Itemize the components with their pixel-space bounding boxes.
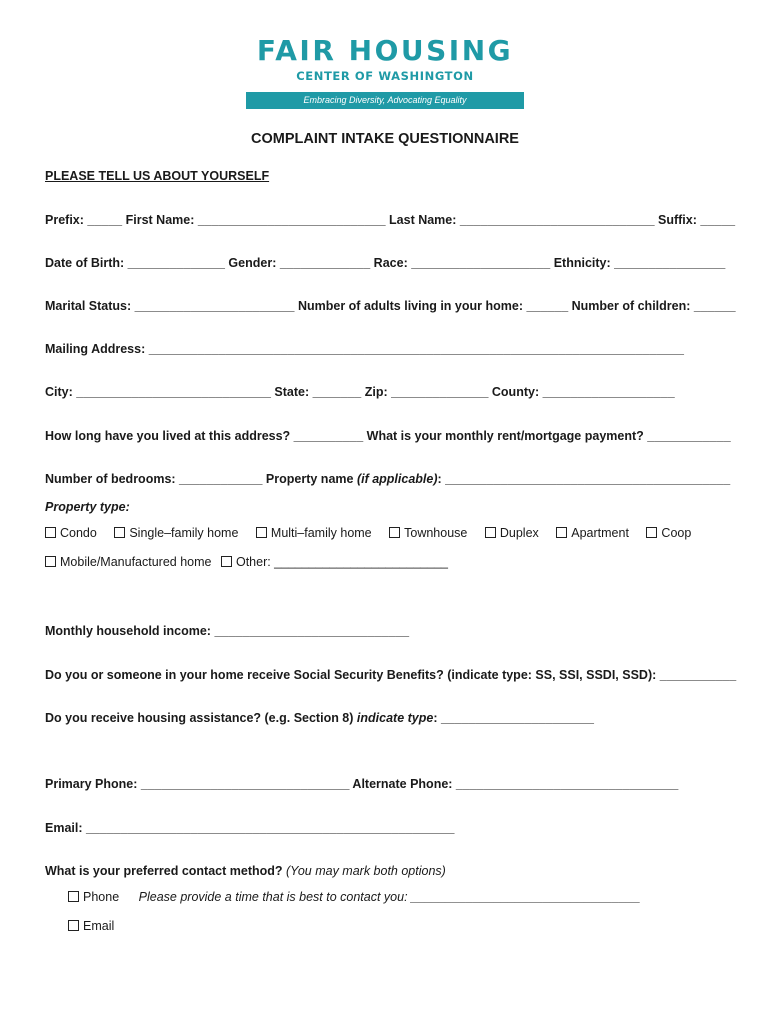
bedrooms-label: Number of bedrooms: ____________ Property name xyxy=(45,472,357,486)
option-multi-family[interactable]: Multi–family home xyxy=(256,525,372,541)
phone-fields-line[interactable]: Primary Phone: ______________________________ Alternate Phone: ________________________________ xyxy=(45,777,679,791)
form-title: COMPLAINT INTAKE QUESTIONNAIRE xyxy=(251,131,519,147)
checkbox-icon[interactable] xyxy=(389,527,400,538)
income-field[interactable]: Monthly household income: ____________________________ xyxy=(45,624,410,638)
option-coop[interactable]: Coop xyxy=(646,525,691,541)
option-townhouse[interactable]: Townhouse xyxy=(389,525,467,541)
housing-assistance-field[interactable]: Do you receive housing assistance? (e.g. Section 8) indicate type: ______________________ xyxy=(45,711,594,725)
checkbox-icon[interactable] xyxy=(256,527,267,538)
mailing-address-field[interactable]: Mailing Address: _____________________________________________________________________________ xyxy=(45,342,685,356)
checkbox-icon[interactable] xyxy=(556,527,567,538)
contact-email-row xyxy=(68,918,128,934)
checkbox-icon[interactable] xyxy=(221,556,232,567)
checkbox-icon[interactable] xyxy=(45,527,56,538)
email-field[interactable]: Email: _____________________________________________________ xyxy=(45,821,455,835)
contact-option-email[interactable]: Email xyxy=(68,918,114,934)
option-mobile-home[interactable]: Mobile/Manufactured home xyxy=(45,554,211,570)
bedrooms-fields-line[interactable] xyxy=(45,471,730,487)
residence-fields-line[interactable]: How long have you lived at this address? __________ What is your monthly rent/mortgage payment? ____________ xyxy=(45,429,731,443)
section-heading: PLEASE TELL US ABOUT YOURSELF xyxy=(45,169,270,183)
property-type-options-row1 xyxy=(45,525,705,541)
property-name-blank[interactable]: : _________________________________________ xyxy=(437,472,731,486)
contact-phone-row xyxy=(68,889,640,905)
checkbox-icon[interactable] xyxy=(114,527,125,538)
option-condo[interactable]: Condo xyxy=(45,525,97,541)
logo-subtitle: CENTER OF WASHINGTON xyxy=(296,69,474,83)
if-applicable-note: (if applicable) xyxy=(356,472,438,486)
logo-title: FAIR HOUSING xyxy=(256,34,514,67)
dob-fields-line[interactable]: Date of Birth: ______________ Gender: _____________ Race: ____________________ Ethnicity: ________________ xyxy=(45,256,726,270)
fair-housing-logo xyxy=(246,36,524,109)
name-fields-line[interactable]: Prefix: _____ First Name: ___________________________ Last Name: ____________________________ Suffix: _____ xyxy=(45,213,736,227)
checkbox-icon[interactable] xyxy=(68,891,79,902)
social-security-field[interactable]: Do you or someone in your home receive Social Security Benefits? (indicate type: SS, SSI, SSDI, SSD): ___________ xyxy=(45,668,737,682)
checkbox-icon[interactable] xyxy=(646,527,657,538)
checkbox-icon[interactable] xyxy=(485,527,496,538)
option-single-family[interactable]: Single–family home xyxy=(114,525,238,541)
city-fields-line[interactable]: City: ____________________________ State: _______ Zip: ______________ County: ___________________ xyxy=(45,385,675,399)
contact-method-question: What is your preferred contact method? (You may mark both options) xyxy=(45,864,446,878)
contact-option-phone[interactable]: Phone xyxy=(68,889,119,905)
option-duplex[interactable]: Duplex xyxy=(485,525,539,541)
checkbox-icon[interactable] xyxy=(68,920,79,931)
marital-fields-line[interactable]: Marital Status: _______________________ Number of adults living in your home: ______ Number of children: ______ xyxy=(45,299,736,313)
property-type-options-row2 xyxy=(45,554,462,570)
logo-tagline: Embracing Diversity, Advocating Equality xyxy=(246,92,524,109)
property-type-label: Property type: xyxy=(45,500,130,514)
phone-time-field[interactable]: Please provide a time that is best to contact you: _________________________________ xyxy=(138,890,641,904)
option-apartment[interactable]: Apartment xyxy=(556,525,629,541)
checkbox-icon[interactable] xyxy=(45,556,56,567)
option-other[interactable]: Other: _________________________ xyxy=(221,554,448,570)
